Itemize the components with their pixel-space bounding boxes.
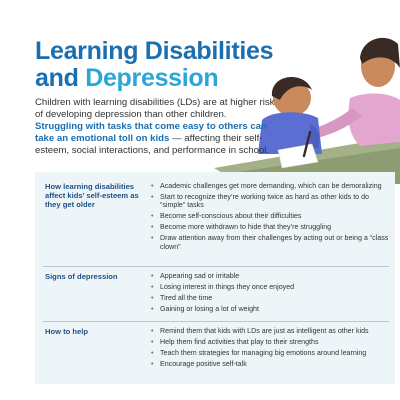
title-line-2-highlight: Depression — [85, 64, 219, 92]
list-item — [151, 212, 391, 221]
section-heading: How to help — [45, 327, 89, 336]
list-item — [151, 338, 391, 347]
list-item-text: Help them find activities that play to their strengths — [160, 337, 319, 346]
section-list — [151, 182, 391, 254]
bullet-icon: • — [151, 348, 154, 357]
section-list — [151, 272, 391, 316]
bullet-icon: • — [151, 272, 154, 280]
section-divider — [43, 266, 389, 267]
list-item — [151, 349, 391, 358]
bullet-icon: • — [151, 337, 154, 346]
list-item — [151, 182, 391, 191]
section-heading: Signs of depression — [45, 272, 118, 281]
bullet-icon: • — [151, 282, 154, 291]
list-item-text: Appearing sad or irritable — [160, 272, 240, 280]
list-item-text: Tired all the time — [160, 293, 213, 302]
list-item-text: Become self-conscious about their difficulties — [160, 212, 302, 221]
list-item — [151, 223, 391, 232]
list-item — [151, 283, 391, 292]
bullet-icon: • — [151, 359, 154, 368]
list-item-text: Academic challenges get more demanding, which can be demoralizing — [160, 182, 382, 190]
list-item-text: Become more withdrawn to hide that they’re struggling — [160, 223, 332, 232]
bullet-icon: • — [151, 192, 154, 201]
list-item — [151, 193, 391, 210]
list-item — [151, 327, 391, 336]
bullet-icon: • — [151, 182, 154, 190]
list-item — [151, 272, 391, 281]
section-list — [151, 327, 391, 371]
intro-paragraph — [35, 97, 275, 157]
info-panel — [35, 172, 395, 384]
list-item-text: Encourage positive self-talk — [160, 359, 247, 368]
bullet-icon: • — [151, 293, 154, 302]
intro-highlight: Struggling with tasks that come easy to others can take an emotional toll on kids — [35, 121, 267, 145]
list-item-text: Gaining or losing a lot of weight — [160, 304, 259, 313]
bullet-icon: • — [151, 327, 154, 335]
section-divider — [43, 321, 389, 322]
bullet-icon: • — [151, 234, 154, 243]
list-item-text: Draw attention away from their challenges by acting out or being a “class clown” — [160, 234, 389, 251]
list-item-text: Losing interest in things they once enjoyed — [160, 282, 295, 291]
section-heading: How learning disabilities affect kids’ self-esteem as they get older — [45, 182, 139, 209]
list-item — [151, 305, 391, 314]
list-item-text: Remind them that kids with LDs are just as intelligent as other kids — [160, 327, 369, 335]
list-item-text: Teach them strategies for managing big emotions around learning — [160, 348, 367, 357]
bullet-icon: • — [151, 304, 154, 313]
intro-text-1: Children with learning disabilities (LDs) are at higher risk of developing depression than other children. — [35, 97, 275, 121]
title-line-1: Learning Disabilities — [35, 37, 274, 65]
intro-text-2: — affecting their self-esteem, social interactions, and performance in school. — [35, 133, 270, 157]
list-item — [151, 294, 391, 303]
list-item — [151, 234, 391, 251]
bullet-icon: • — [151, 223, 154, 232]
list-item-text: Start to recognize they’re working twice as hard as other kids to do “simple” tasks — [160, 192, 369, 210]
bullet-icon: • — [151, 212, 154, 221]
title-line-2-prefix: and — [35, 64, 86, 92]
list-item — [151, 360, 391, 369]
